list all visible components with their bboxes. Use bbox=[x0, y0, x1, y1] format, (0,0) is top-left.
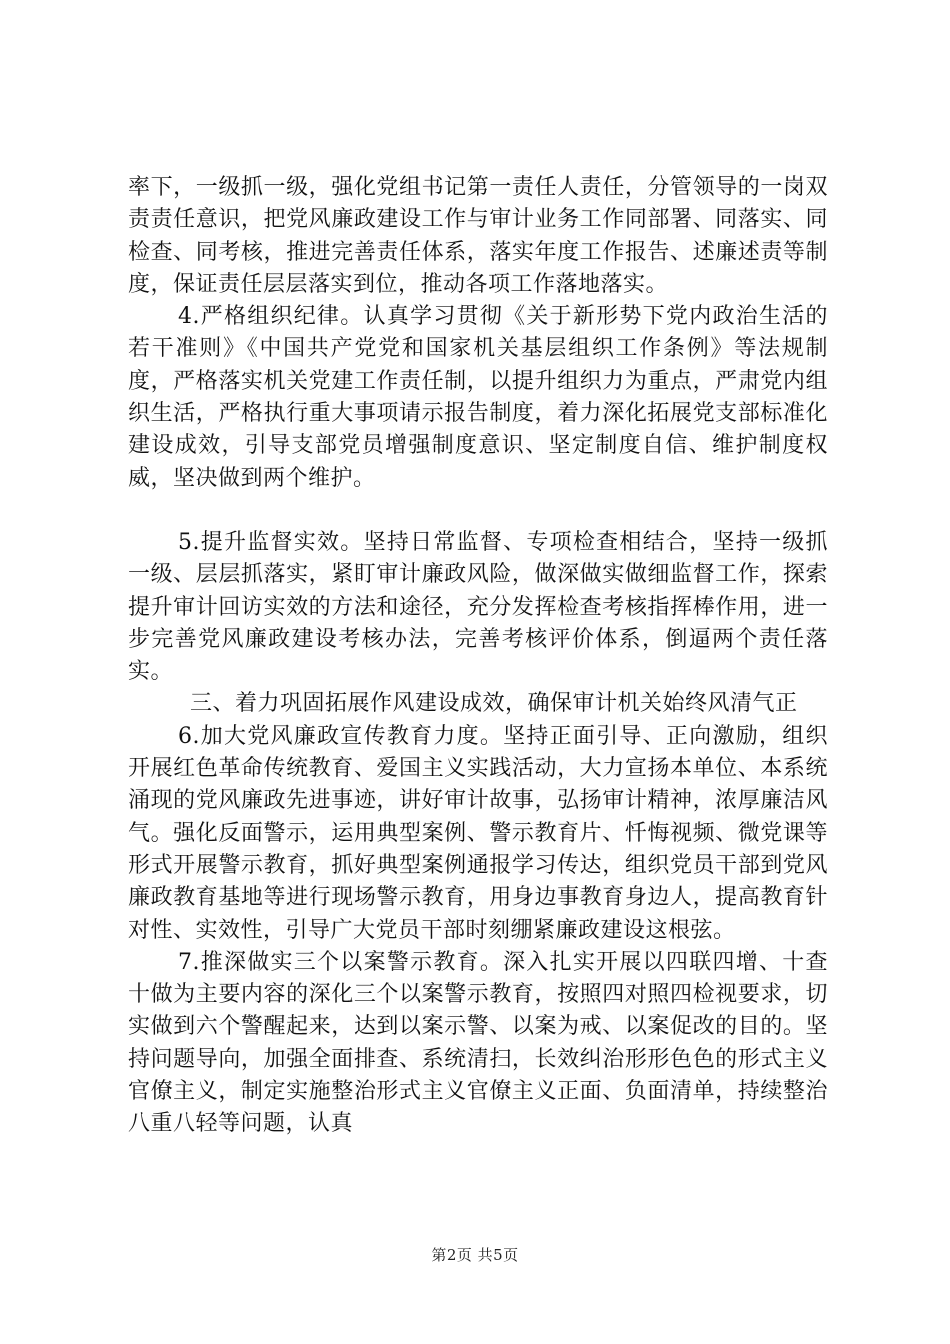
paragraph-item-7: 7.推深做实三个以案警示教育。深入扎实开展以四联四增、十查十做为主要内容的深化三个以案警示教育，按照四对照四检视要求，切实做到六个警醒起来，达到以案示警、以案为戒、以案促改的目的。坚持问题导向，加强全面排查、系统清扫，长效纠治形形色色的形式主义官僚主义，制定实施整治形式主义官僚主义正面、负面清单，持续整治八重八轻等问题，认真 bbox=[128, 949, 828, 1137]
paragraph-item-6: 6.加大党风廉政宣传教育力度。坚持正面引导、正向激励，组织开展红色革命传统教育、爱国主义实践活动，大力宣扬本单位、本系统涌现的党风廉政先进事迹，讲好审计故事，弘扬审计精神，浓厚廉洁风气。强化反面警示，运用典型案例、警示教育片、忏悔视频、微党课等形式开展警示教育，抓好典型案例通报学习传达，组织党员干部到党风廉政教育基地等进行现场警示教育，用身边事教育身边人，提高教育针对性、实效性，引导广大党员干部时刻绷紧廉政建设这根弦。 bbox=[128, 723, 828, 943]
paragraph-item-4: 4.严格组织纪律。认真学习贯彻《关于新形势下党内政治生活的若干准则》《中国共产党党和国家机关基层组织工作条例》等法规制度，严格落实机关党建工作责任制，以提升组织力为重点，严肃党内组织生活，严格执行重大事项请示报告制度，着力深化拓展党支部标准化建设成效，引导支部党员增强制度意识、坚定制度自信、维护制度权威，坚决做到两个维护。 bbox=[128, 304, 828, 491]
section-heading-3: 三、着力巩固拓展作风建设成效，确保审计机关始终风清气正 bbox=[190, 691, 798, 717]
page-number: 第2页 共5页 bbox=[431, 1246, 519, 1264]
paragraph-item-5: 5.提升监督实效。坚持日常监督、专项检查相结合，坚持一级抓一级、层层抓落实，紧盯审计廉政风险，做深做实做细监督工作，探索提升审计回访实效的方法和途径，充分发挥检查考核指挥棒作用，进一步完善党风廉政建设考核办法，完善考核评价体系，倒逼两个责任落实。 bbox=[128, 529, 828, 685]
page-footer bbox=[0, 1244, 950, 1265]
document-body bbox=[128, 172, 828, 1141]
paragraph-continuation: 率下，一级抓一级，强化党组书记第一责任人责任，分管领导的一岗双责责任意识，把党风廉政建设工作与审计业务工作同部署、同落实、同检查、同考核，推进完善责任体系，落实年度工作报告、述廉述责等制度，保证责任层层落实到位，推动各项工作落地落实。 bbox=[128, 175, 828, 297]
